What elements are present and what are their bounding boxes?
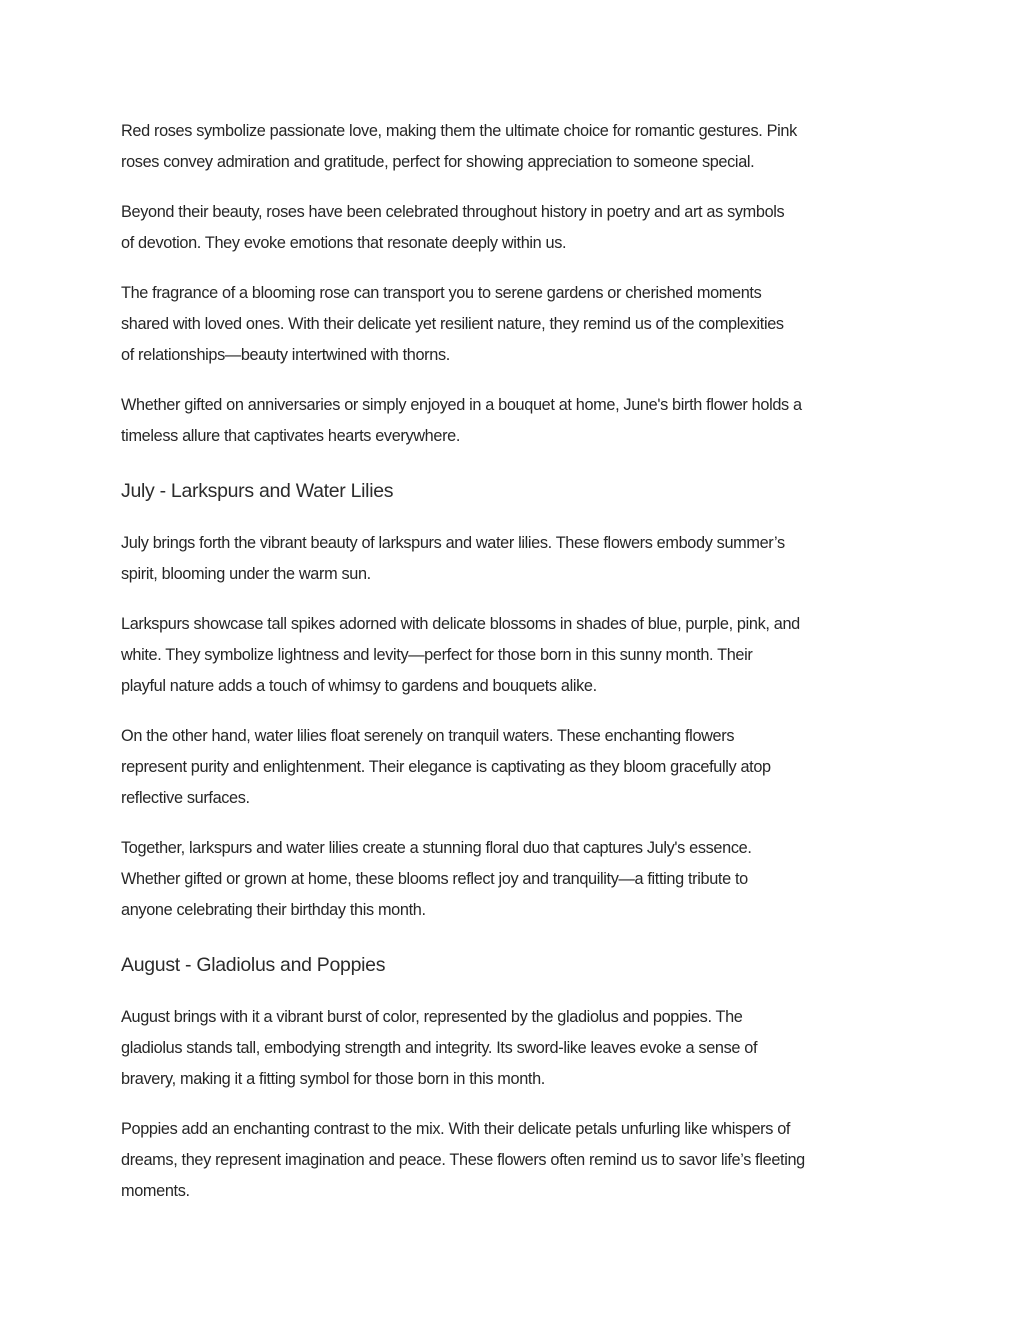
paragraph-line: Together, larkspurs and water lilies create a stunning floral duo that captures July's essence. [121, 839, 752, 857]
section-heading: July - Larkspurs and Water Lilies [121, 480, 394, 502]
paragraph-line: gladiolus stands tall, embodying strength and integrity. Its sword-like leaves evoke a sense of [121, 1039, 758, 1057]
paragraph [121, 390, 1024, 452]
paragraph-line: Poppies add an enchanting contrast to the mix. With their delicate petals unfurling like whispers of [121, 1120, 791, 1138]
paragraph-line: Red roses symbolize passionate love, making them the ultimate choice for romantic gestures. Pink [121, 122, 797, 140]
paragraph [121, 721, 1024, 814]
paragraph-line: roses convey admiration and gratitude, perfect for showing appreciation to someone special. [121, 153, 755, 171]
paragraph [121, 278, 1024, 371]
paragraph-line: timeless allure that captivates hearts everywhere. [121, 427, 461, 445]
paragraph-line: anyone celebrating their birthday this month. [121, 901, 426, 919]
paragraph [121, 833, 1024, 926]
paragraph-line: of relationships—beauty intertwined with thorns. [121, 346, 450, 364]
paragraph-line: bravery, making it a fitting symbol for those born in this month. [121, 1070, 545, 1088]
paragraph-line: reflective surfaces. [121, 789, 250, 807]
paragraph-line: The fragrance of a blooming rose can transport you to serene gardens or cherished moments [121, 284, 762, 302]
paragraph-line: On the other hand, water lilies float serenely on tranquil waters. These enchanting flowers [121, 727, 735, 745]
section-heading: August - Gladiolus and Poppies [121, 954, 386, 976]
paragraph-line: July brings forth the vibrant beauty of larkspurs and water lilies. These flowers embody summer’s [121, 534, 785, 552]
paragraph [121, 197, 1024, 259]
paragraph [121, 116, 1024, 178]
paragraph-line: shared with loved ones. With their delicate yet resilient nature, they remind us of the complexities [121, 315, 784, 333]
paragraph-line: August brings with it a vibrant burst of color, represented by the gladiolus and poppies. The [121, 1008, 743, 1026]
paragraph-line: moments. [121, 1182, 190, 1200]
paragraph-line: Larkspurs showcase tall spikes adorned with delicate blossoms in shades of blue, purple, pink, and [121, 615, 800, 633]
paragraph-line: spirit, blooming under the warm sun. [121, 565, 371, 583]
paragraph-line: Beyond their beauty, roses have been celebrated throughout history in poetry and art as symbols [121, 203, 785, 221]
paragraph [121, 528, 1024, 590]
paragraph [121, 1114, 1024, 1207]
paragraph-line: playful nature adds a touch of whimsy to gardens and bouquets alike. [121, 677, 597, 695]
paragraph-line: white. They symbolize lightness and levity—perfect for those born in this sunny month. Their [121, 646, 753, 664]
paragraph [121, 1002, 1024, 1095]
paragraph-line: Whether gifted or grown at home, these blooms reflect joy and tranquility—a fitting tribute to [121, 870, 748, 888]
paragraph-line: of devotion. They evoke emotions that resonate deeply within us. [121, 234, 567, 252]
paragraph [121, 609, 1024, 702]
paragraph-line: Whether gifted on anniversaries or simply enjoyed in a bouquet at home, June's birth flower holds a [121, 396, 802, 414]
paragraph-line: represent purity and enlightenment. Their elegance is captivating as they bloom gracefully atop [121, 758, 771, 776]
paragraph-line: dreams, they represent imagination and peace. These flowers often remind us to savor life’s fleeting [121, 1151, 805, 1169]
